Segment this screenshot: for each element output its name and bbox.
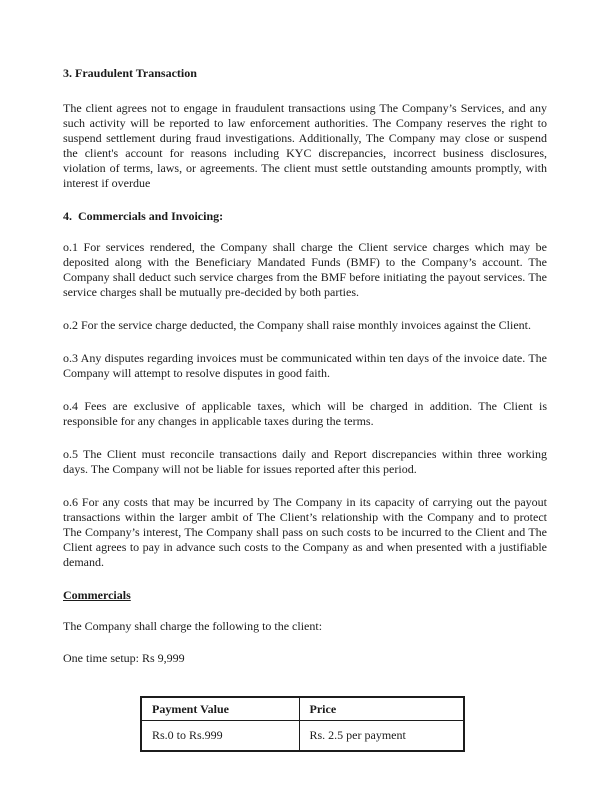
pricing-table-header-price: Price bbox=[299, 697, 464, 721]
commercials-intro-line: The Company shall charge the following to the client: bbox=[63, 619, 323, 633]
paragraph-fraudulent-transaction: The client agrees not to engage in fraudulent transactions using The Company’s Services, and any such activity will be reported to law enforcement authorities. The Company reserves the right to suspend settlement during fraud investigations. Additionally, The Company may close or suspend the client's account for reasons including KYC discrepancies, incorrect business disclosures, violation of terms, laws, or agreements. The client must settle outstanding amounts promptly, with interest if overdue bbox=[63, 101, 547, 190]
clause-o1: o.1 For services rendered, the Company shall charge the Client service charges which may be deposited along with the Beneficiary Mandated Funds (BMF) to the Company’s account. The Company shall deduct such service charges from the BMF before initiating the payout services. The service charges shall be mutually pre-decided by both parties. bbox=[63, 240, 547, 299]
clause-o2: o.2 For the service charge deducted, the Company shall raise monthly invoices against the Client. bbox=[63, 318, 531, 332]
pricing-table-row bbox=[141, 721, 464, 752]
pricing-table-cell-price: Rs. 2.5 per payment bbox=[299, 721, 464, 752]
pricing-table-cell-payment-value: Rs.0 to Rs.999 bbox=[141, 721, 299, 752]
commercials-heading-text: Commercials bbox=[63, 588, 131, 602]
commercials-heading bbox=[63, 588, 547, 603]
pricing-table bbox=[140, 696, 465, 752]
clause-o6: o.6 For any costs that may be incurred by The Company in its capacity of carrying out the payout transactions within the larger ambit of The Client’s relationship with the Company and to protect The Company’s interest, The Company shall pass on such costs to be incurred to the Client and The Client agrees to pay in advance such costs to the Company as and when presented with a justifiable demand. bbox=[63, 495, 547, 569]
clause-o5: o.5 The Client must reconcile transactions daily and Report discrepancies within three working days. The Company will not be liable for issues reported after this period. bbox=[63, 447, 547, 476]
section-heading-fraudulent-transaction: 3. Fraudulent Transaction bbox=[63, 66, 197, 80]
clause-o3: o.3 Any disputes regarding invoices must be communicated within ten days of the invoice date. The Company will attempt to resolve disputes in good faith. bbox=[63, 351, 547, 380]
one-time-setup-line: One time setup: Rs 9,999 bbox=[63, 651, 185, 665]
clause-o4: o.4 Fees are exclusive of applicable taxes, which will be charged in addition. The Client is responsible for any changes in applicable taxes during the terms. bbox=[63, 399, 547, 428]
section-heading-commercials-invoicing: 4. Commercials and Invoicing: bbox=[63, 209, 224, 223]
pricing-table-header-row bbox=[141, 697, 464, 721]
pricing-table-header-payment-value: Payment Value bbox=[141, 697, 299, 721]
